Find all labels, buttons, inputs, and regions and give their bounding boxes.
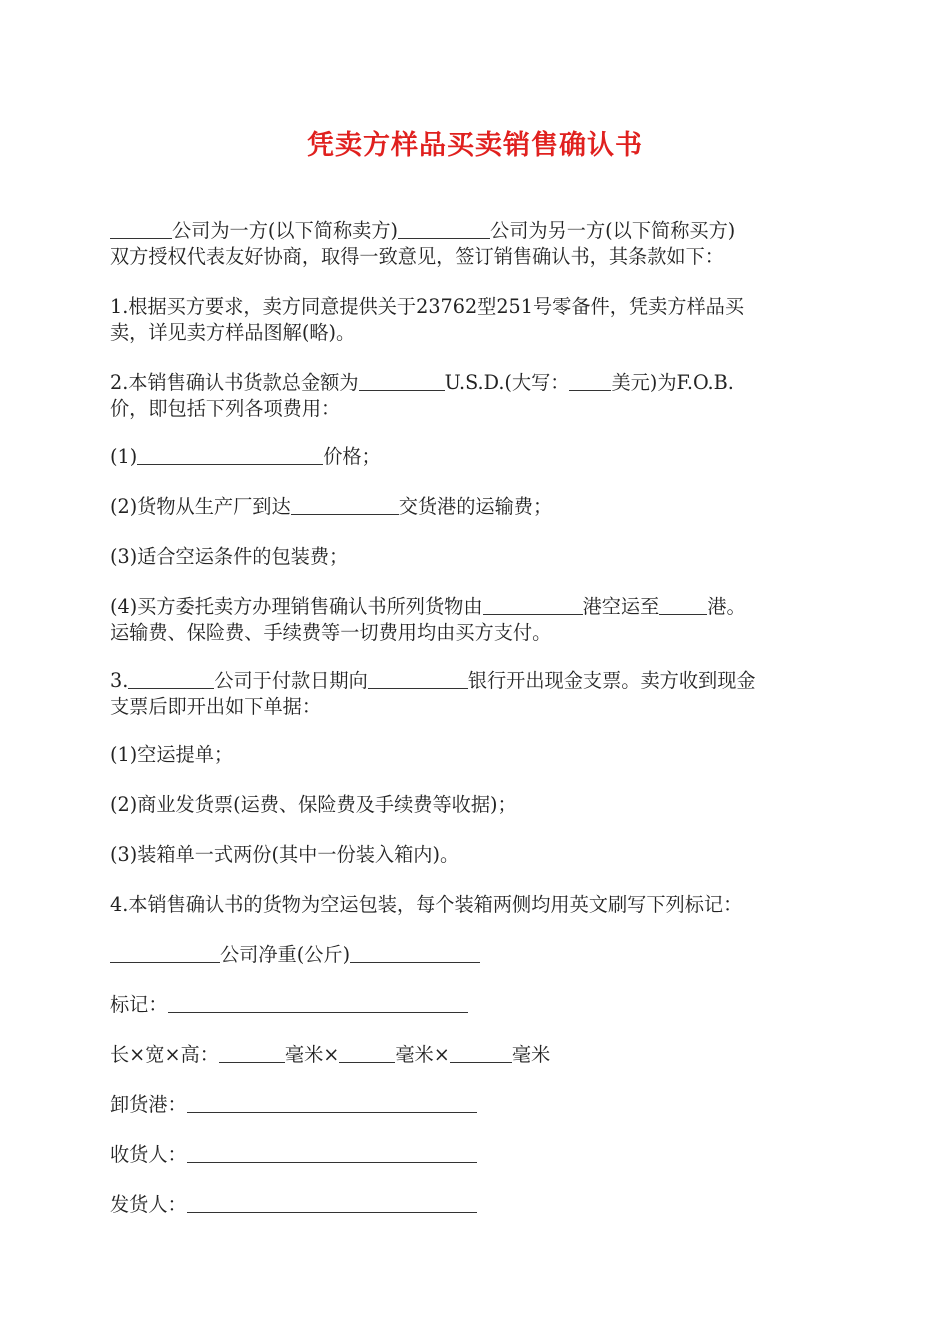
- mark-blank[interactable]: [168, 1011, 468, 1013]
- buyer-company-blank[interactable]: [398, 237, 490, 239]
- clause-2-item-1: (1) 价格；: [110, 445, 381, 468]
- width-blank[interactable]: [339, 1061, 395, 1063]
- clause-3-item-3: (3)装箱单一式两份(其中一份装入箱内)。: [110, 843, 460, 866]
- mark-line: 标记：: [110, 992, 468, 1018]
- clause-3-line-2: 支票后即开出如下单据：: [110, 695, 322, 718]
- payer-company-blank[interactable]: [128, 687, 214, 689]
- clause-1-line-2: 卖，详见卖方样品图解(略)。: [110, 321, 356, 344]
- clause-2-item-4-line-1: (4)买方委托卖方办理销售确认书所列货物由 港空运至 港。: [110, 595, 746, 618]
- consignee-blank[interactable]: [187, 1161, 477, 1163]
- clause-2-line-2: 价，即包括下列各项费用：: [110, 397, 341, 420]
- intro-line-2: 双方授权代表友好协商，取得一致意见，签订销售确认书，其条款如下：: [110, 245, 724, 268]
- clause-2-item-3: (3)适合空运条件的包装费；: [110, 545, 349, 568]
- delivery-port-blank[interactable]: [291, 513, 399, 515]
- clause-3-line-1: 3. 公司于付款日期向 银行开出现金支票。卖方收到现金: [110, 669, 756, 692]
- unloading-port-line: 卸货港：: [110, 1092, 477, 1118]
- unloading-port-blank[interactable]: [187, 1111, 477, 1113]
- clause-3-item-1: (1)空运提单；: [110, 743, 234, 766]
- shipper-blank[interactable]: [187, 1211, 477, 1213]
- bank-name-blank[interactable]: [368, 687, 468, 689]
- clause-4-line-1: 4.本销售确认书的货物为空运包装，每个装箱两侧均用英文刷写下列标记：: [110, 893, 743, 916]
- origin-port-blank[interactable]: [483, 613, 583, 615]
- destination-port-blank[interactable]: [659, 613, 707, 615]
- net-weight-line: 公司净重(公斤): [110, 942, 480, 968]
- document-title: 凭卖方样品买卖销售确认书: [307, 130, 643, 161]
- amount-in-words-blank[interactable]: [569, 389, 611, 391]
- shipper-line: 发货人：: [110, 1192, 477, 1218]
- dimensions-line: 长×宽×高： 毫米× 毫米× 毫米: [110, 1043, 551, 1066]
- company-name-blank[interactable]: [110, 961, 220, 963]
- clause-2-item-4-line-2: 运输费、保险费、手续费等一切费用均由买方支付。: [110, 621, 552, 644]
- clause-3-item-2: (2)商业发货票(运费、保险费及手续费等收据)；: [110, 793, 517, 816]
- clause-2-line-1: 2.本销售确认书货款总金额为 U.S.D.(大写： 美元)为F.O.B.: [110, 371, 734, 394]
- clause-2-item-2: (2)货物从生产厂到达 交货港的运输费；: [110, 495, 553, 518]
- price-blank[interactable]: [137, 463, 323, 465]
- length-blank[interactable]: [219, 1061, 285, 1063]
- consignee-line: 收货人：: [110, 1142, 477, 1168]
- height-blank[interactable]: [450, 1061, 512, 1063]
- clause-1-line-1: 1.根据买方要求，卖方同意提供关于23762型251号零备件，凭卖方样品买: [110, 295, 745, 318]
- seller-company-blank[interactable]: [110, 237, 172, 239]
- total-amount-blank[interactable]: [359, 389, 445, 391]
- intro-line-1: 公司为一方(以下简称卖方) 公司为另一方(以下简称买方): [110, 218, 735, 244]
- net-weight-blank[interactable]: [350, 961, 480, 963]
